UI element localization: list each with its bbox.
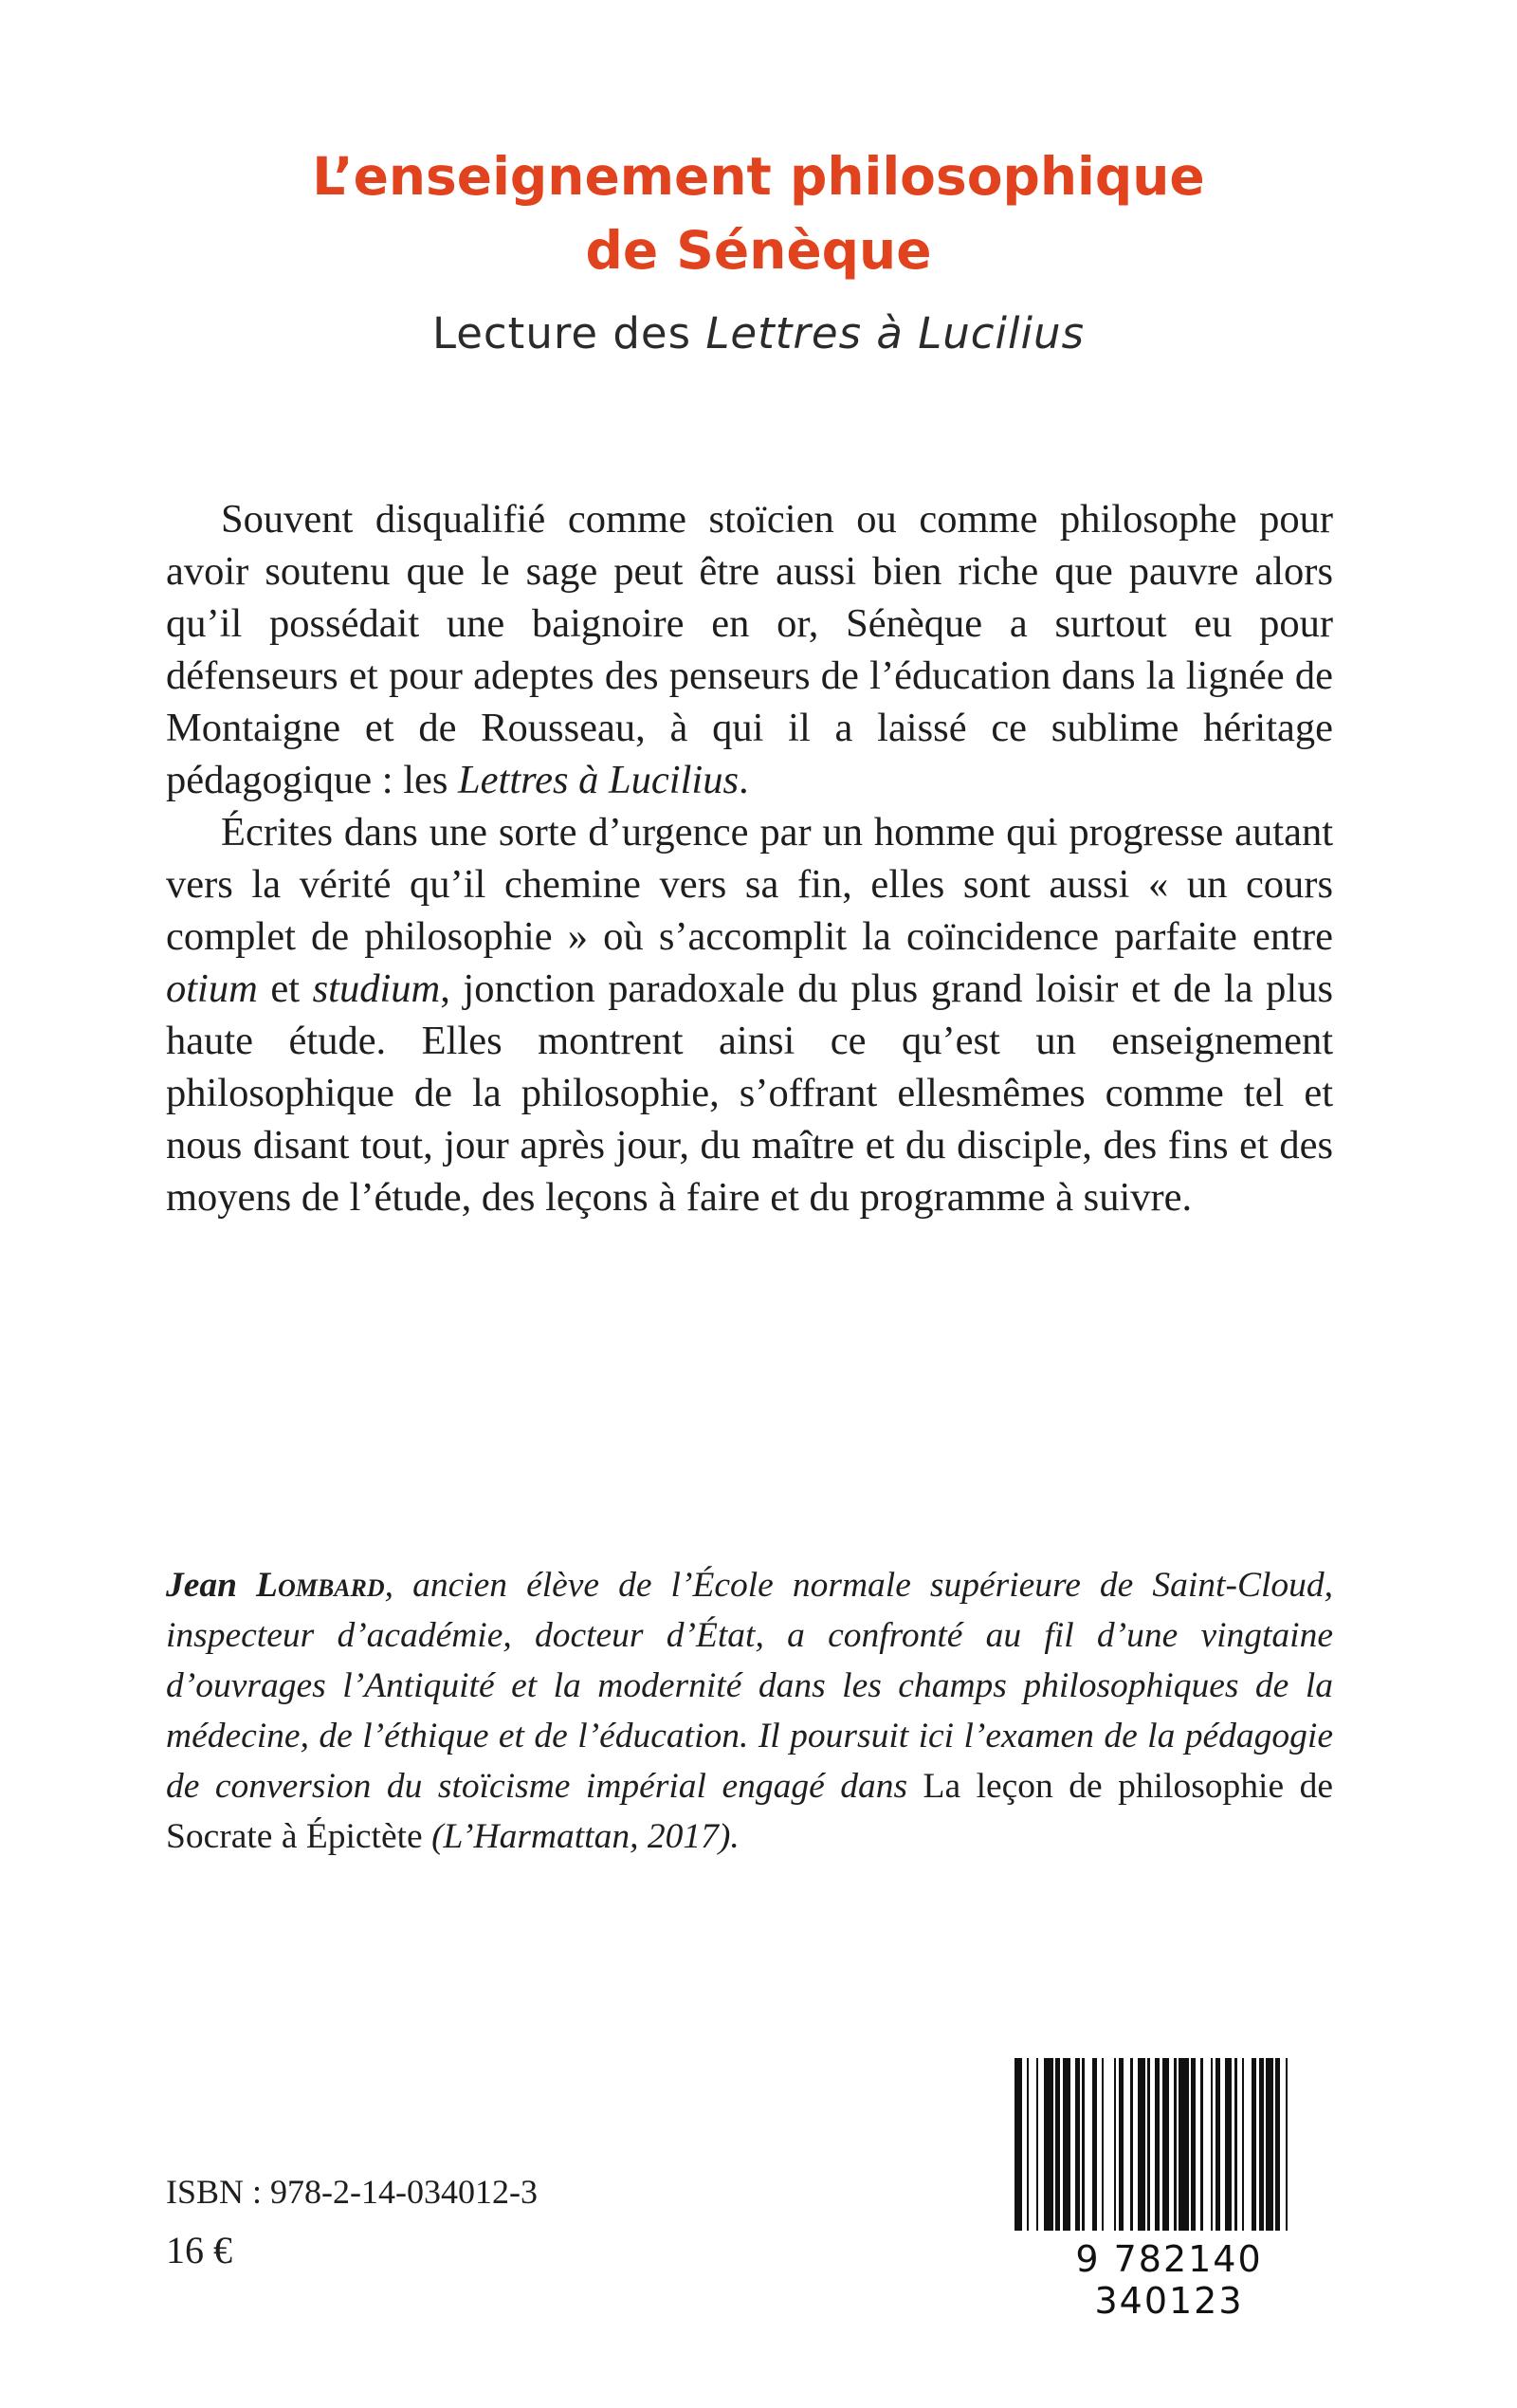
barcode-bar: [1275, 2058, 1280, 2231]
barcode-bar: [1242, 2058, 1245, 2231]
barcode-bar: [1044, 2058, 1053, 2231]
barcode-bar: [1234, 2058, 1237, 2231]
barcode-bar: [1200, 2058, 1203, 2231]
summary-p1-work-title: Lettres à Lucilius: [458, 758, 739, 802]
book-title-line-1: L’enseignement philosophique: [312, 146, 1205, 207]
barcode-bar: [1252, 2058, 1256, 2231]
barcode-bar: [1102, 2058, 1105, 2231]
barcode-bar: [1162, 2058, 1170, 2231]
summary-paragraph-1: [166, 493, 1333, 806]
summary-p1-end: .: [739, 758, 749, 802]
barcode-bar: [1286, 2058, 1289, 2231]
author-bio-paragraph: [166, 1560, 1333, 1862]
barcode-bar: [1225, 2058, 1233, 2231]
barcode-bar: [1259, 2058, 1264, 2231]
subtitle-prefix: Lecture des: [431, 308, 706, 358]
summary-p1-text: Souvent disqualifié comme stoïcien ou comme philosophe pour avoir soutenu que le sage peut être aussi bien riche que pauvre alors qu’il possédait une baignoire en or, Sénèque a surtout eu pour défenseurs et pour adeptes des penseurs de l’éducation dans la lignée de Montaigne et de Rousseau, à qui il a laissé ce sublime héritage pédagogique : les: [166, 497, 1333, 802]
author-bio-text: , ancien élève de l’École normale supérieure de Saint-Cloud, inspecteur d’académie, docteur d’État, a confronté au fil d’une vingtaine d’ouvrages l’Antiquité et la modernité dans les champs philosophiques de la médecine, de l’éthique et de l’éducation. Il poursuit ici l’examen de la pédagogie de conversion du stoïcisme impérial engagé dans: [166, 1566, 1333, 1806]
barcode-bar: [1119, 2058, 1124, 2231]
summary-p2-c: , jonction paradoxale du plus grand loisir et de la plus haute étude. Elles montrent ainsi ce qu’est un enseignement philosophique de la philosophie, s’offrant ellesmêmes comme tel et nous disant tout, jour après jour, du maître et du disciple, des fins et des moyens de l’étude, des leçons à faire et du programme à suivre.: [166, 966, 1333, 1220]
previous-book-publisher: (L’Harmattan, 2017).: [422, 1817, 740, 1856]
summary-p2-studium: studium: [312, 966, 441, 1011]
summary-p2-b: et: [257, 966, 313, 1011]
author-bio: [166, 1560, 1333, 1862]
barcode-bar: [1174, 2058, 1177, 2231]
barcode-digits: 9 782140 340123: [1075, 2238, 1263, 2322]
subtitle-work-title: Lettres à Lucilius: [705, 308, 1086, 358]
previous-book-title: La leçon de philosophie de Socrate à Épictète: [166, 1767, 1333, 1856]
barcode-bar: [1211, 2058, 1214, 2231]
summary-p2-otium: otium: [166, 966, 258, 1011]
barcode-bar: [1215, 2058, 1220, 2231]
author-last-name: Lombard: [256, 1566, 385, 1605]
barcode-bar: [1191, 2058, 1196, 2231]
barcode-bar: [1027, 2058, 1030, 2231]
summary-text: [166, 493, 1333, 1223]
summary-p2-a: Écrites dans une sorte d’urgence par un homme qui progresse autant vers la vérité qu’il chemine vers sa fin, elles sont aussi « un cours complet de philosophie » où s’accomplit la coïncidence parfaite entre: [166, 810, 1333, 959]
barcode: [1013, 2058, 1325, 2322]
barcode-bar: [1114, 2058, 1117, 2231]
barcode-bar: [1179, 2058, 1188, 2231]
barcode-bar: [1147, 2058, 1150, 2231]
barcode-bar: [1063, 2058, 1070, 2231]
isbn-number: ISBN : 978-2-14-034012-3: [166, 2173, 538, 2211]
barcode-bar: [1075, 2058, 1080, 2231]
barcode-bar: [1055, 2058, 1060, 2231]
summary-paragraph-2: [166, 806, 1333, 1223]
barcode-bar: [1155, 2058, 1160, 2231]
barcode-bar: [1092, 2058, 1097, 2231]
book-title-line-2: de Sénèque: [585, 220, 932, 281]
book-subtitle: [190, 305, 1327, 362]
price: 16 €: [166, 2229, 232, 2271]
barcode-bar: [1036, 2058, 1039, 2231]
barcode-bar: [1014, 2058, 1022, 2231]
barcode-bar: [1082, 2058, 1085, 2231]
barcode-bar: [1130, 2058, 1133, 2231]
barcode-bar: [1138, 2058, 1145, 2231]
author-first-name: Jean: [166, 1566, 257, 1605]
barcode-bar: [1266, 2058, 1273, 2231]
